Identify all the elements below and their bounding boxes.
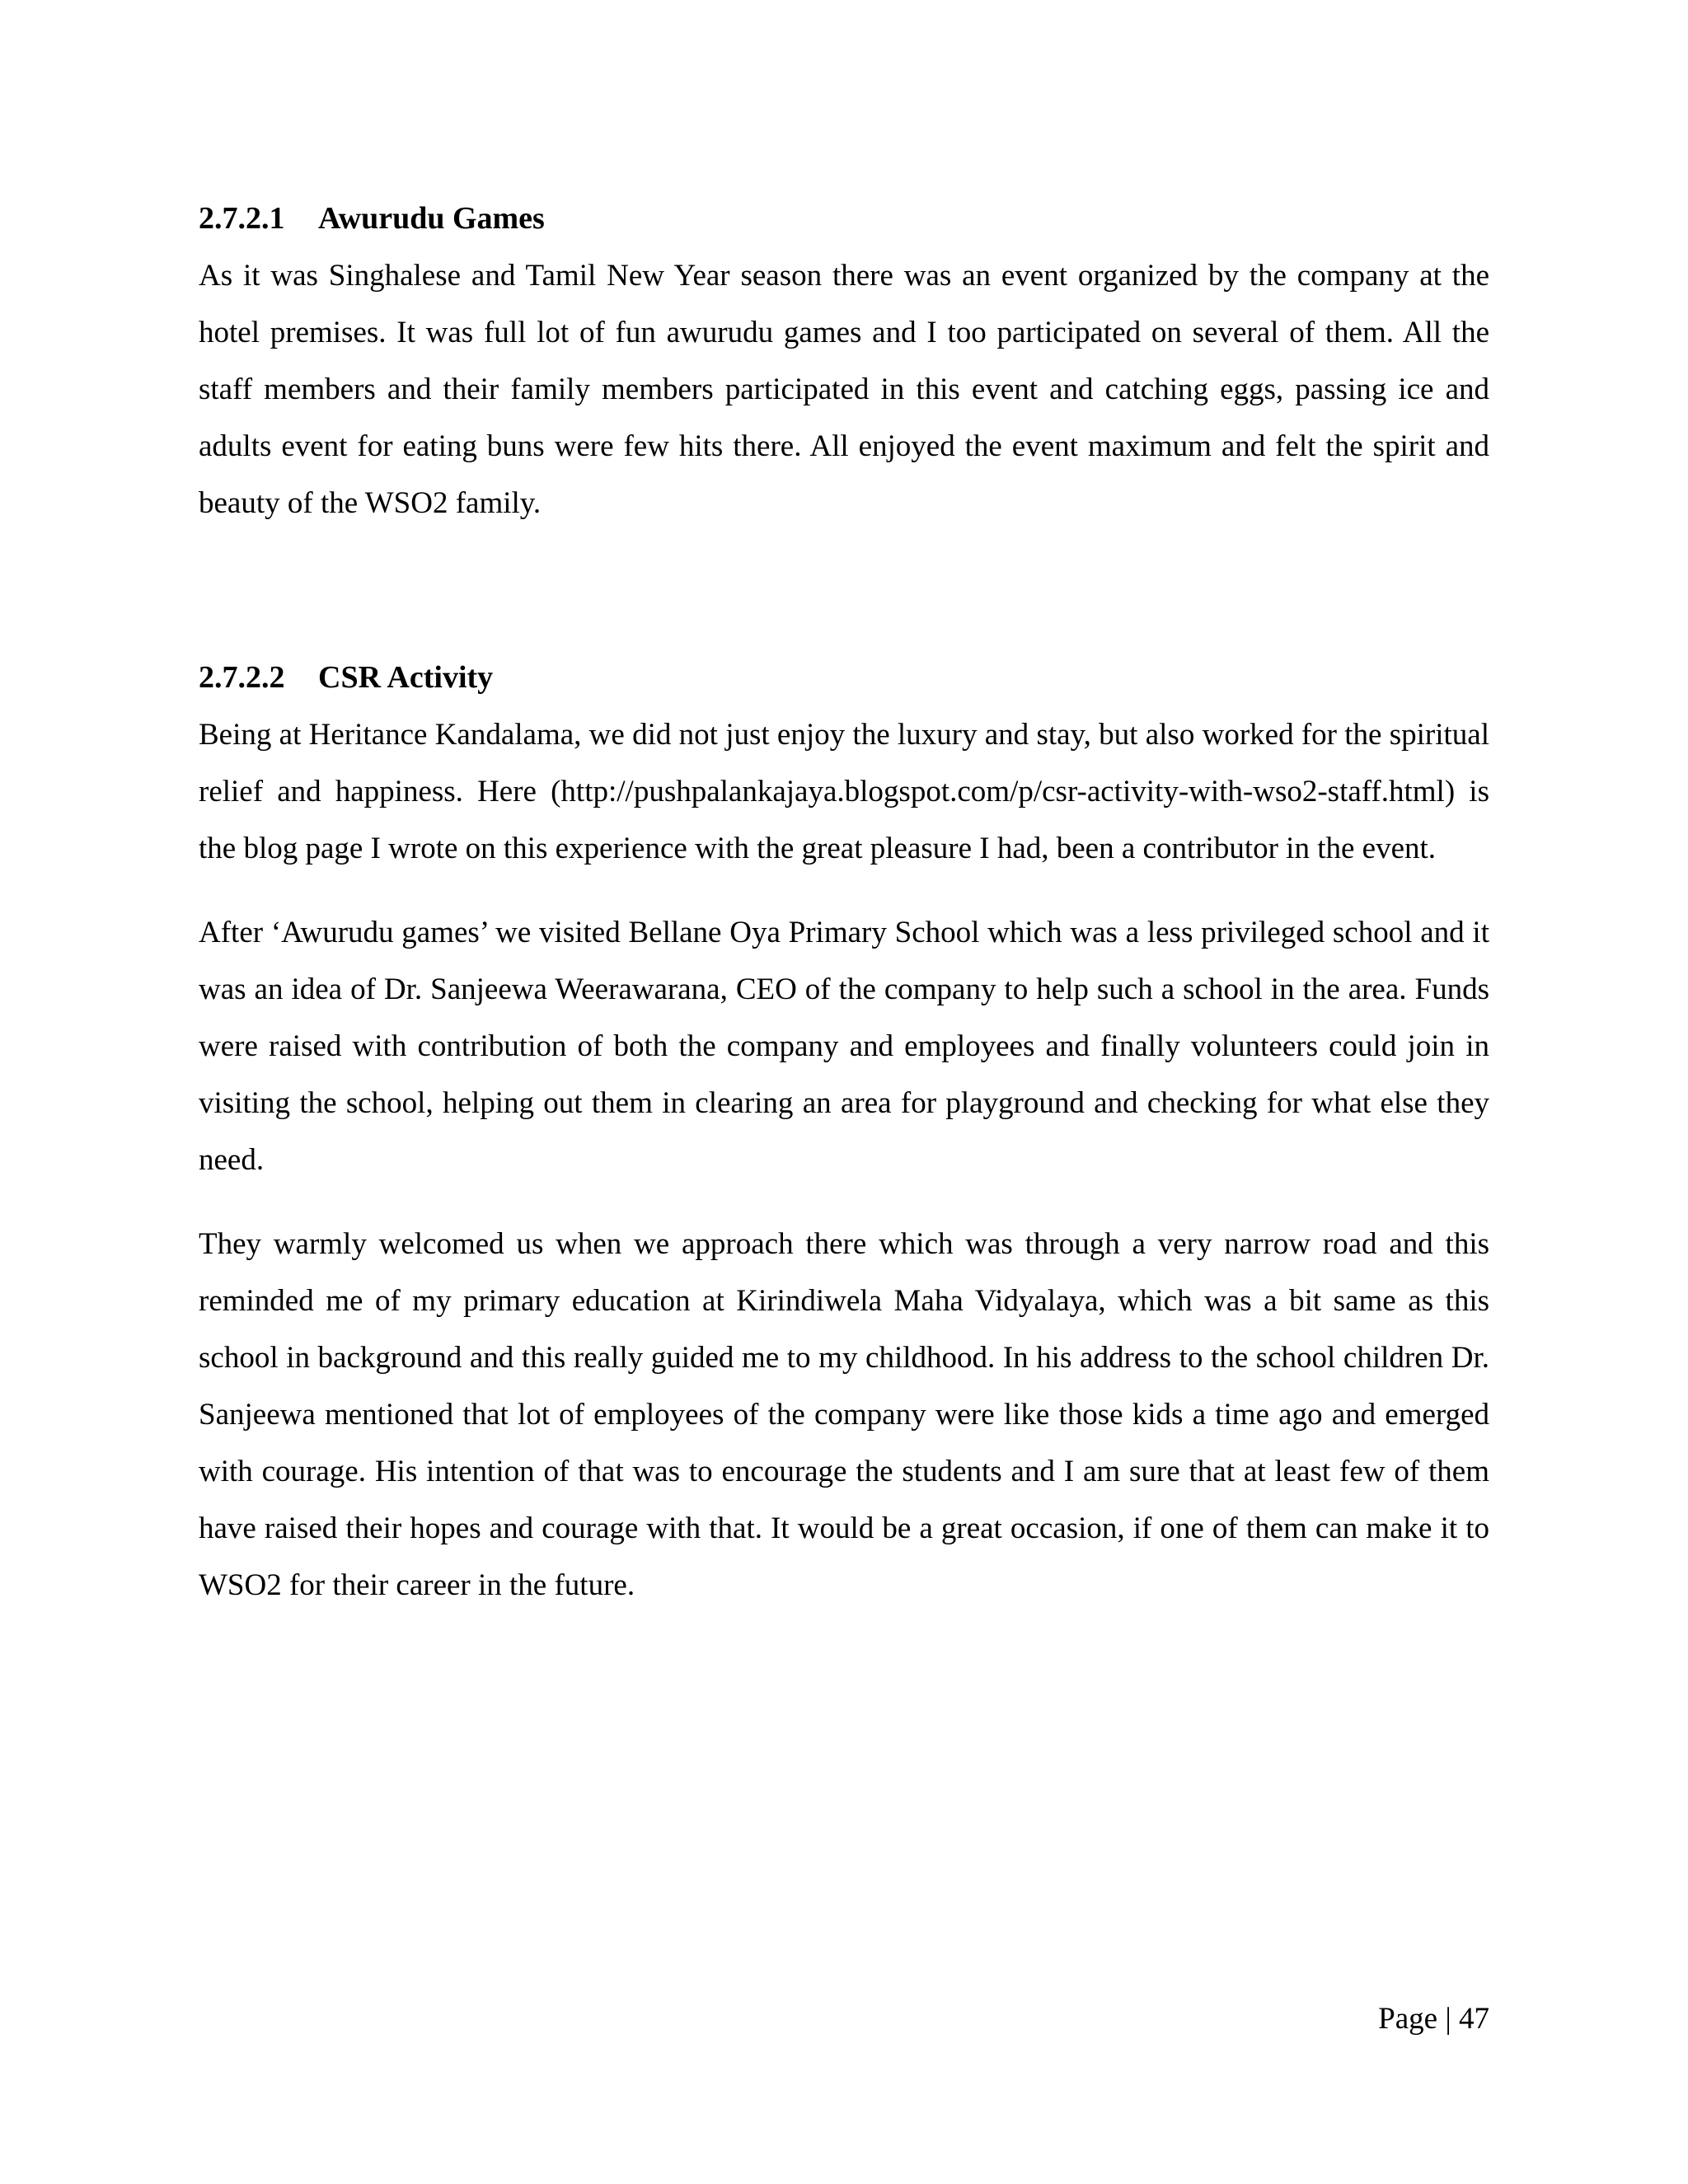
- section-heading: [199, 652, 1489, 703]
- section-heading: [199, 193, 1489, 244]
- paragraph: Being at Heritance Kandalama, we did not just enjoy the luxury and stay, but also worked for the spiritual relief and happiness. Here (http://pushpalankajaya.blogspot.com/p/csr-activity-with-wso2-staff.html) is the blog page I wrote on this experience with the great pleasure I had, been a contributor in the event.: [199, 718, 1489, 865]
- section-awurudu-games: [199, 193, 1489, 532]
- section-csr-activity: [199, 652, 1489, 1614]
- paragraph: After ‘Awurudu games’ we visited Bellane Oya Primary School which was a less privileged school and it was an idea of Dr. Sanjeewa Weerawarana, CEO of the company to help such a school in the area. Funds were raised with contribution of both the company and employees and finally volunteers could join in visiting the school, helping out them in clearing an area for playground and checking for what else they need.: [199, 916, 1489, 1177]
- section-title: Awurudu Games: [318, 201, 545, 236]
- section-number: 2.7.2.1: [199, 201, 285, 236]
- page-content: [199, 193, 1489, 1614]
- section-title: CSR Activity: [318, 660, 494, 695]
- paragraph: As it was Singhalese and Tamil New Year season there was an event organized by the company at the hotel premises. It was full lot of fun awurudu games and I too participated on several of them. All the staff members and their family members participated in this event and catching eggs, passing ice and adults event for eating buns were few hits there. All enjoyed the event maximum and felt the spirit and beauty of the WSO2 family.: [199, 259, 1489, 520]
- page-number: Page | 47: [1378, 2002, 1489, 2036]
- section-number: 2.7.2.2: [199, 660, 285, 695]
- paragraph: They warmly welcomed us when we approach there which was through a very narrow road and this reminded me of my primary education at Kirindiwela Maha Vidyalaya, which was a bit same as this school in background and this really guided me to my childhood. In his address to the school children Dr. Sanjeewa mentioned that lot of employees of the company were like those kids a time ago and emerged with courage. His intention of that was to encourage the students and I am sure that at least few of them have raised their hopes and courage with that. It would be a great occasion, if one of them can make it to WSO2 for their career in the future.: [199, 1227, 1489, 1602]
